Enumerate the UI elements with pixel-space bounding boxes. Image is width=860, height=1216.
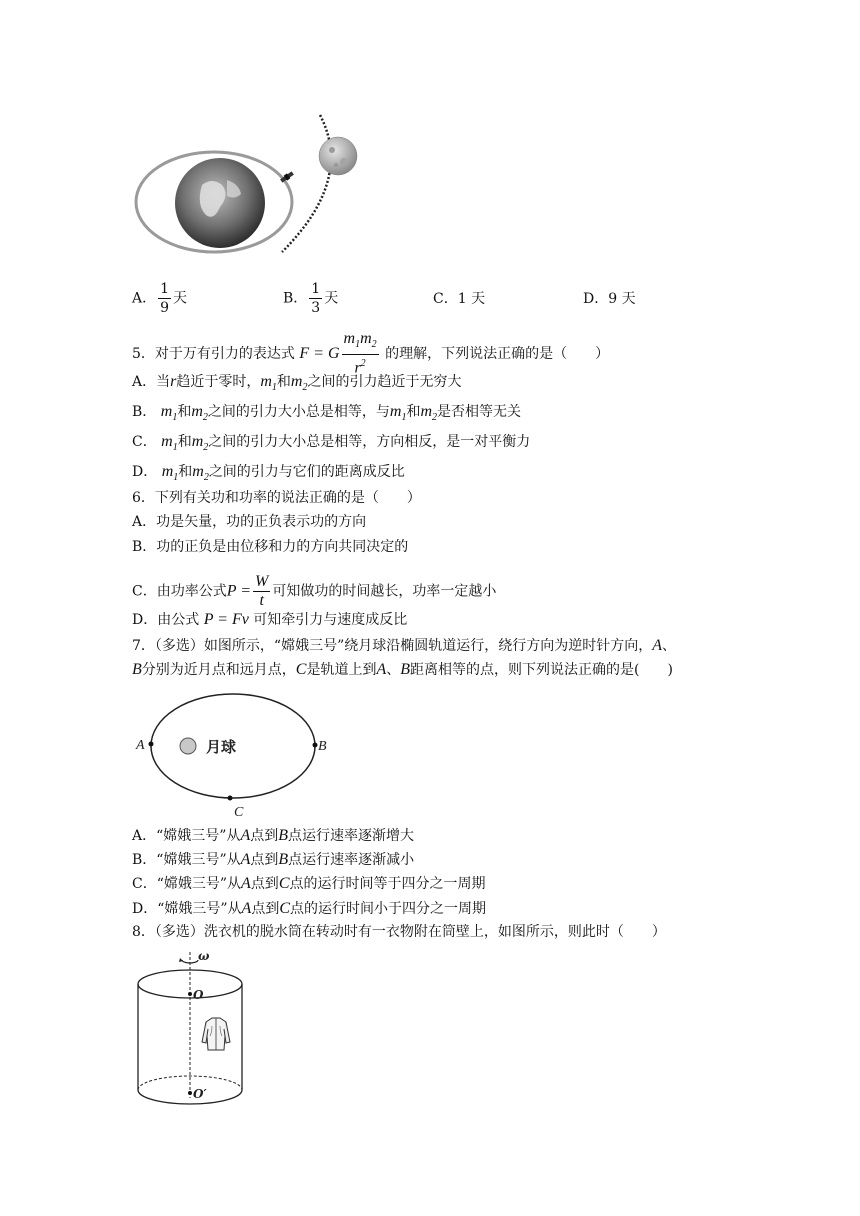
q8-stem: 8．（多选）洗衣机的脱水筒在转动时有一衣物附在筒壁上，如图所示，则此时（ ）	[132, 924, 666, 940]
option-text: 和	[177, 404, 192, 420]
option-text: 点的运行时间小于四分之一周期	[290, 901, 486, 917]
q5-option-b	[132, 402, 521, 428]
stem-text: 、	[662, 638, 677, 654]
var-r: r	[170, 373, 177, 390]
stem-text: 分别为近月点和远月点，	[141, 662, 296, 678]
formula-lhs: F = G	[299, 344, 340, 362]
var-m1: $m_1$	[160, 403, 178, 424]
var-a: A	[652, 637, 663, 654]
q7-option-d	[132, 899, 486, 919]
q6-stem: 6．下列有关功和功率的说法正确的是（ ）	[132, 490, 421, 506]
gravity-fraction	[342, 330, 379, 378]
q4-option-c	[433, 288, 485, 308]
q7-option-a	[132, 826, 414, 846]
var-b: B	[132, 661, 142, 678]
var-m2: $m_2$	[191, 403, 208, 424]
option-text: 和	[406, 404, 421, 420]
option-text: 点运行速率逐渐增大	[288, 828, 414, 844]
label-a: A	[136, 738, 145, 753]
var: B	[278, 827, 288, 844]
lunar-orbit-figure	[132, 690, 342, 820]
var: A	[240, 851, 251, 868]
point-c	[228, 796, 233, 801]
q5-option-d	[132, 462, 405, 488]
var-b: B	[400, 661, 411, 678]
shirt-icon	[202, 1018, 230, 1050]
fraction-denominator: $r^2$	[354, 358, 366, 377]
option-text: 可知牵引力与速度成反比	[253, 612, 408, 628]
option-text: 之间的引力与它们的距离成反比	[208, 464, 405, 480]
fraction-one-ninth	[158, 280, 171, 317]
q5-option-c	[132, 432, 530, 458]
formula: P = Fv	[203, 611, 249, 628]
moon-label: 月球	[206, 738, 237, 756]
var: A	[240, 827, 251, 844]
option-text: 点到	[250, 828, 279, 844]
q7-option-c	[132, 874, 485, 894]
var-m1: $m_1$	[161, 433, 178, 454]
q5-stem	[132, 330, 609, 378]
rotation-arrow-icon	[182, 960, 198, 963]
option-text: D．“嫦娥三号”从	[132, 901, 242, 917]
option-text: 点到	[251, 901, 280, 917]
var: A	[241, 900, 252, 917]
var-m1: $m_1$	[260, 373, 277, 394]
option-text: B．“嫦娥三号”从	[132, 852, 241, 868]
label-c: C	[234, 805, 244, 820]
fraction-denominator: t	[259, 592, 264, 609]
formula-lhs: P =	[226, 582, 251, 600]
option-text: 点的运行时间等于四分之一周期	[289, 876, 486, 892]
var-a: A	[376, 661, 387, 678]
option-text: 和	[276, 374, 291, 390]
option-text: C．由功率公式	[132, 583, 227, 600]
option-text: 趋近于零时，	[176, 374, 261, 390]
stem-text: 7．（多选）如图所示，“嫦娥三号”绕月球沿椭圆轨道运行，绕行方向为逆时针方向，	[132, 638, 653, 654]
q4-option-d	[583, 288, 636, 308]
q4-option-a	[132, 280, 187, 317]
option-text: 和	[177, 434, 192, 450]
var-m2: $m_2$	[290, 373, 308, 394]
fraction-one-third	[309, 280, 322, 317]
omega-label: ω	[198, 949, 210, 963]
option-text: C．“嫦娥三号”从	[132, 876, 242, 892]
option-text: A．“嫦娥三号”从	[132, 828, 241, 844]
option-unit: 天	[324, 290, 339, 307]
fraction-numerator: W	[255, 573, 269, 590]
var-m2: $m_2$	[191, 433, 209, 454]
option-text: 点到	[250, 876, 279, 892]
point-b	[313, 743, 318, 748]
fraction-numerator: $m_1m_2$	[342, 330, 379, 355]
option-text: 9 天	[608, 291, 636, 307]
moon-orbit	[282, 115, 331, 252]
var-m2: $m_2$	[420, 403, 437, 424]
option-unit: 天	[173, 290, 188, 307]
fraction-numerator: 1	[311, 281, 321, 297]
var-m1: $m_1$	[161, 463, 179, 484]
earth-moon-figure	[132, 110, 372, 260]
option-text: 之间的引力大小总是相等，与	[207, 404, 390, 420]
option-text: 1 天	[457, 291, 486, 307]
option-label: D．	[132, 464, 158, 480]
option-label: C．	[433, 291, 458, 307]
q6-option-a: A．功是矢量，功的正负表示功的方向	[132, 514, 367, 530]
moon-circle	[180, 738, 196, 754]
option-text: A．当	[132, 374, 171, 390]
option-label: B．	[132, 404, 157, 420]
q7-option-b	[132, 850, 414, 870]
moon	[319, 137, 357, 175]
var-c: C	[295, 661, 307, 678]
option-text: 之间的引力趋近于无穷大	[307, 374, 462, 390]
option-label: C．	[132, 434, 157, 450]
var: B	[278, 851, 289, 868]
q6-option-b: B．功的正负是由位移和力的方向共同决定的	[132, 539, 409, 555]
label-o-top: O	[193, 988, 204, 1002]
stem-text: 5．对于万有引力的表达式	[132, 345, 295, 362]
stem-text: 是轨道上到	[306, 662, 377, 678]
q7-stem-line1	[132, 636, 676, 656]
option-label: D．	[583, 291, 609, 307]
option-text: 之间的引力大小总是相等，方向相反，是一对平衡力	[208, 434, 531, 450]
q6-option-c	[132, 573, 496, 610]
q7-stem-line2	[132, 660, 673, 680]
power-fraction	[253, 573, 270, 610]
var-m1: $m_1$	[389, 403, 407, 424]
label-o-bottom: O′	[193, 1087, 207, 1101]
spin-dryer-figure	[132, 948, 252, 1114]
var: C	[279, 900, 290, 917]
fraction-denominator: 3	[311, 300, 321, 316]
option-text: 是否相等无关	[437, 404, 521, 420]
fraction-denominator: 9	[160, 300, 170, 316]
var: C	[278, 875, 290, 892]
q6-option-d	[132, 610, 407, 630]
q5-option-a	[132, 372, 461, 398]
fraction-numerator: 1	[160, 281, 170, 297]
option-text: D．由公式	[132, 612, 200, 628]
point-a	[149, 742, 154, 747]
option-label: A．	[132, 290, 157, 307]
stem-text: 、	[386, 662, 401, 678]
option-text: 点运行速率逐渐减小	[288, 852, 415, 868]
option-text: 可知做功的时间越长，功率一定越小	[272, 583, 497, 600]
label-b: B	[318, 739, 327, 754]
option-label: B．	[283, 290, 308, 307]
stem-text: 的理解，下列说法正确的是（ ）	[385, 345, 610, 362]
var-m2: $m_2$	[192, 463, 209, 484]
stem-text: 距离相等的点，则下列说法正确的是( )	[410, 662, 673, 678]
var: A	[241, 875, 251, 892]
q4-option-b	[283, 280, 338, 317]
option-text: 和	[178, 464, 193, 480]
option-text: 点到	[250, 852, 279, 868]
